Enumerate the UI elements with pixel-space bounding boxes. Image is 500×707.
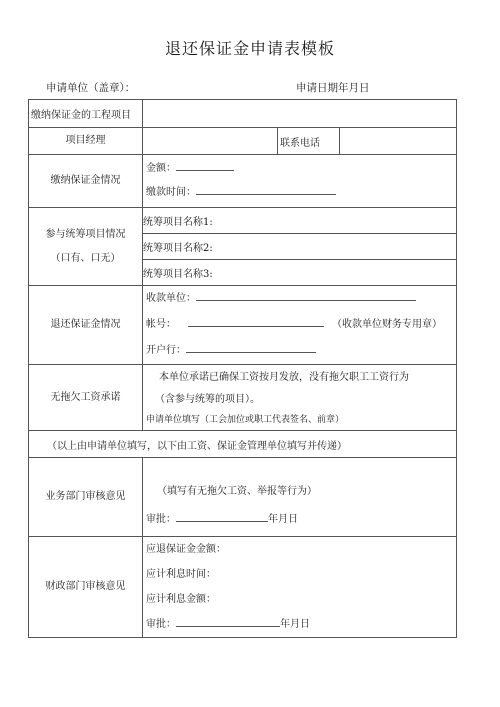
pooling-item-2[interactable]: 统筹项目名称2: bbox=[143, 234, 457, 260]
business-hint: （填写有无拖欠工资、举报等行为） bbox=[157, 486, 317, 497]
commitment-text-2: （含参与统筹的项目）。 bbox=[155, 393, 260, 405]
finance-interest-amount[interactable]: 应计利息金额： bbox=[146, 594, 216, 605]
deposit-row bbox=[29, 155, 457, 208]
refund-content bbox=[143, 286, 457, 365]
refund-account-label: 帐号： bbox=[146, 319, 176, 330]
deposit-time-line[interactable] bbox=[146, 181, 456, 205]
refund-row bbox=[29, 286, 457, 365]
pooling-item-1[interactable]: 统筹项目名称1: bbox=[143, 208, 457, 234]
deposit-content bbox=[143, 155, 457, 208]
refund-bank-line[interactable] bbox=[146, 338, 456, 364]
refund-account-blank[interactable] bbox=[188, 316, 324, 327]
finance-approve-blank[interactable] bbox=[176, 616, 280, 627]
commitment-text-1: 本单位承诺已确保工资按月发放，没有拖欠职工工资行为 bbox=[159, 371, 409, 383]
pooling-row-1 bbox=[29, 208, 457, 234]
business-approve-blank[interactable] bbox=[176, 511, 268, 522]
deposit-time-blank[interactable] bbox=[196, 184, 336, 195]
section-note: （以上由申请单位填写，以下由工资、保证金管理单位填写并传递） bbox=[29, 431, 457, 458]
business-content bbox=[143, 458, 457, 537]
finance-approve-label: 审批： bbox=[146, 619, 176, 630]
finance-interest-time[interactable]: 应计利息时间： bbox=[146, 569, 216, 580]
pooling-options: （口有、口无） bbox=[50, 252, 121, 264]
refund-bank-label: 开户行： bbox=[146, 345, 186, 356]
finance-row bbox=[29, 537, 457, 638]
refund-payee-line[interactable] bbox=[146, 286, 456, 312]
note-row bbox=[29, 431, 457, 458]
finance-approve-line[interactable] bbox=[146, 612, 456, 637]
page-title: 退还保证金申请表模板 bbox=[164, 39, 335, 58]
deposit-label: 缴纳保证金情况 bbox=[29, 155, 143, 208]
commitment-label: 无拖欠工资承诺 bbox=[29, 365, 143, 431]
business-date: 年月日 bbox=[268, 514, 298, 525]
pooling-label: 参与统筹项目情况 bbox=[45, 228, 126, 240]
project-value-cell[interactable] bbox=[143, 100, 457, 128]
finance-date: 年月日 bbox=[280, 619, 310, 630]
finance-amount[interactable]: 应退保证金金额： bbox=[146, 544, 226, 555]
business-row bbox=[29, 458, 457, 537]
deposit-amount-label: 金额： bbox=[146, 163, 176, 174]
refund-bank-blank[interactable] bbox=[186, 342, 316, 353]
apply-date-label: 申请日期年月日 bbox=[296, 82, 370, 94]
refund-label: 退还保证金情况 bbox=[29, 286, 143, 365]
deposit-time-label: 缴款时间： bbox=[146, 187, 196, 198]
commitment-row bbox=[29, 365, 457, 431]
business-label: 业务部门审核意见 bbox=[29, 458, 143, 537]
refund-account-note: （收款单位财务专用章） bbox=[332, 319, 442, 330]
refund-payee-label: 收款单位： bbox=[146, 293, 196, 304]
commitment-content bbox=[143, 365, 457, 431]
manager-value-cell[interactable] bbox=[143, 128, 278, 155]
phone-label: 联系电话 bbox=[278, 128, 340, 155]
finance-label: 财政部门审核意见 bbox=[29, 537, 143, 638]
deposit-amount-line[interactable] bbox=[146, 157, 456, 181]
business-approve-label: 审批： bbox=[146, 514, 176, 525]
commitment-sign-line: 申请单位填写（工会加位或职工代表签名、前章） bbox=[146, 414, 345, 425]
applicant-unit-label: 申请单位（盖章）： bbox=[46, 82, 136, 94]
business-approve-line[interactable] bbox=[143, 509, 456, 531]
pooling-item-3[interactable]: 统筹项目名称3: bbox=[143, 260, 457, 286]
project-row bbox=[29, 100, 457, 128]
phone-value-cell[interactable] bbox=[340, 128, 457, 155]
refund-account-line[interactable] bbox=[146, 312, 456, 338]
pooling-label-cell bbox=[29, 208, 143, 286]
manager-label: 项目经理 bbox=[29, 128, 143, 155]
finance-content bbox=[143, 537, 457, 638]
manager-row bbox=[29, 128, 457, 155]
application-form-table bbox=[28, 99, 457, 638]
deposit-amount-blank[interactable] bbox=[176, 160, 234, 171]
refund-payee-blank[interactable] bbox=[196, 290, 416, 301]
project-label: 缴纳保证金的工程项目 bbox=[29, 100, 143, 128]
